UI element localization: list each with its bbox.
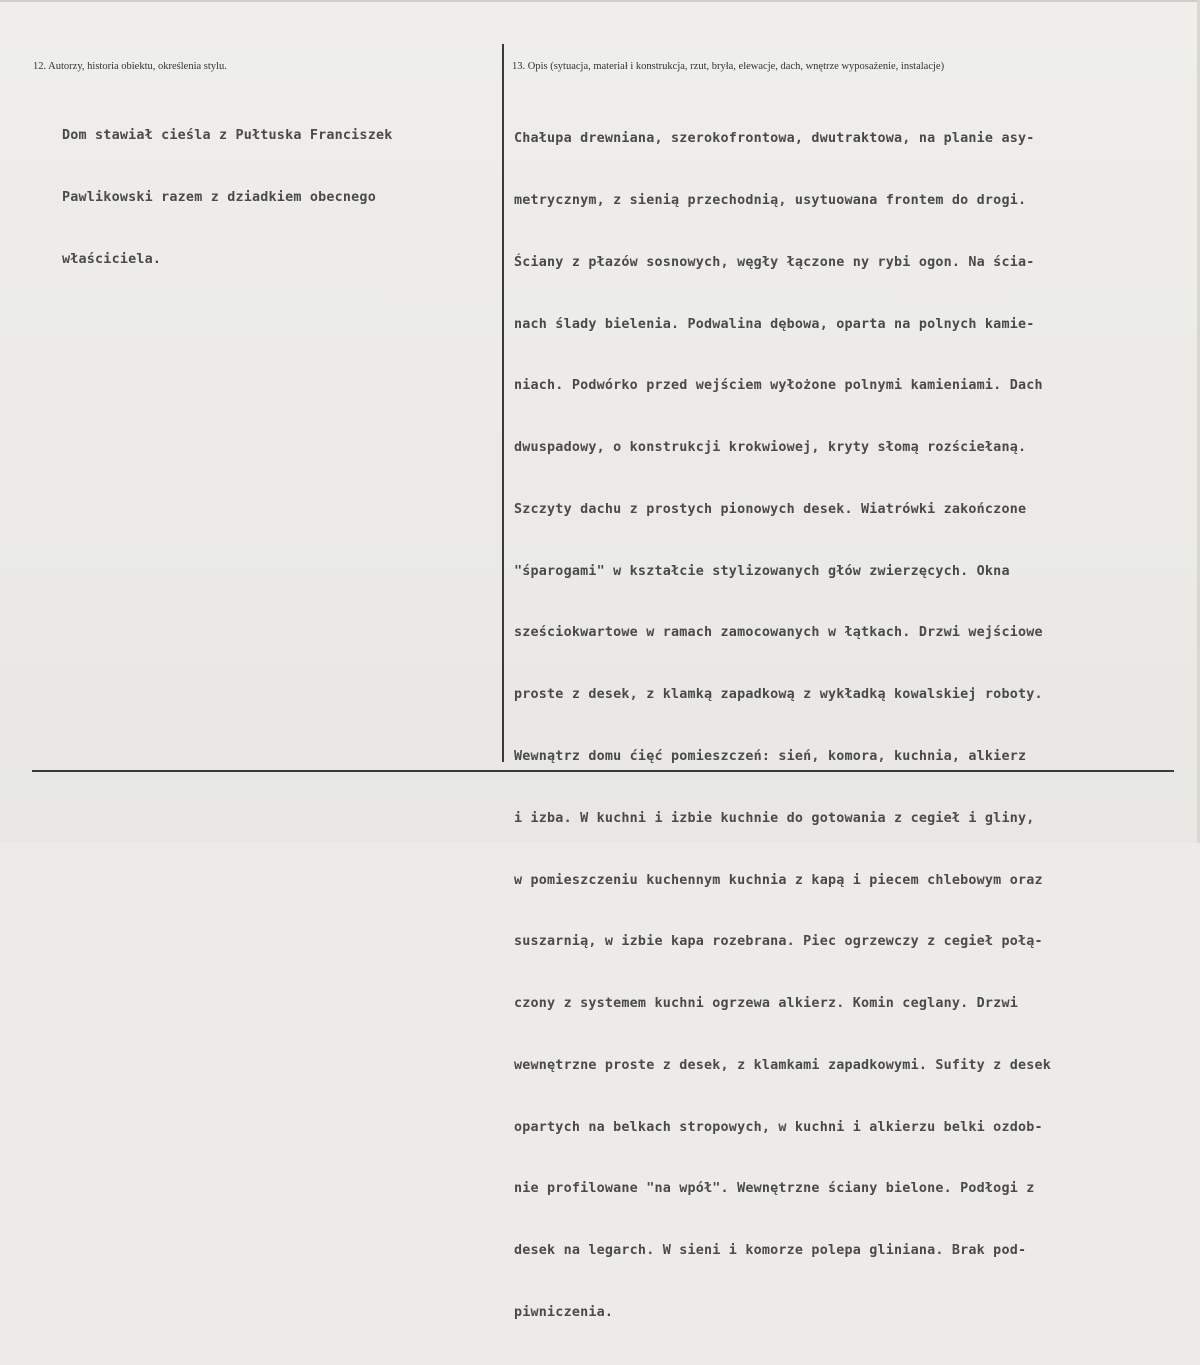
section-13-line: czony z systemem kuchni ogrzewa alkierz. Komin ceglany. Drzwi — [514, 996, 1018, 1012]
section-13-line: nie profilowane "na wpół". Wewnętrzne ściany bielone. Podłogi z — [514, 1181, 1035, 1197]
section-12-line: Dom stawiał cieśla z Pułtuska Franciszek — [62, 128, 393, 144]
section-13-line: Chałupa drewniana, szerokofrontowa, dwutraktowa, na planie asy- — [514, 131, 1035, 147]
column-divider — [502, 44, 504, 762]
section-13-line: w pomieszczeniu kuchennym kuchnia z kapą i piecem chlebowym oraz — [514, 872, 1043, 888]
section-12-heading: 12. Autorzy, historia obiektu, określenia stylu. — [33, 61, 227, 72]
section-13-line: dwuspadowy, o konstrukcji krokwiowej, kryty słomą rozściełaną. — [514, 440, 1027, 456]
section-13-line: i izba. W kuchni i izbie kuchnie do gotowania z cegieł i gliny, — [514, 810, 1035, 826]
section-13-line: niach. Podwórko przed wejściem wyłożone polnymi kamieniami. Dach — [514, 378, 1043, 394]
page-top-edge — [0, 0, 1200, 2]
section-13-line: metrycznym, z sienią przechodnią, usytuowana frontem do drogi. — [514, 192, 1027, 208]
section-13-heading: 13. Opis (sytuacja, materiał i konstrukcja, rzut, bryła, elewacje, dach, wnętrze wyposażenie, instalacje) — [512, 61, 945, 72]
section-13-line: Ściany z płazów sosnowych, węgły łączone ny rybi ogon. Na ścia- — [514, 254, 1035, 270]
section-13-line: nach ślady bielenia. Podwalina dębowa, oparta na polnych kamie- — [514, 316, 1035, 332]
section-13-body — [514, 88, 1051, 1365]
section-12-line: właściciela. — [62, 251, 162, 267]
section-13-line: Wewnątrz domu ćięć pomieszczeń: sień, komora, kuchnia, alkierz — [514, 749, 1027, 764]
section-13-line: piwniczenia. — [514, 1305, 614, 1321]
section-13-line: suszarnią, w izbie kapa rozebrana. Piec ogrzewczy z cegieł połą- — [514, 934, 1043, 950]
section-13-line: wewnętrzne proste z desek, z klamkami zapadkowymi. Sufity z desek — [514, 1057, 1052, 1073]
section-12-line: Pawlikowski razem z dziadkiem obecnego — [62, 189, 376, 205]
section-13-line: sześciokwartowe w ramach zamocowanych w łątkach. Drzwi wejściowe — [514, 625, 1043, 641]
section-13-line: opartych na belkach stropowych, w kuchni i alkierzu belki ozdob- — [514, 1119, 1043, 1135]
section-13-line: "śparogami" w kształcie stylizowanych głów zwierzęcych. Okna — [514, 563, 1010, 579]
section-13-line: proste z desek, z klamką zapadkową z wykładką kowalskiej roboty. — [514, 687, 1043, 703]
section-13-line: Szczyty dachu z prostych pionowych desek. Wiatrówki zakończone — [514, 501, 1027, 517]
section-12-body — [62, 85, 392, 312]
section-13-line: desek na legarch. W sieni i komorze polepa gliniana. Brak pod- — [514, 1243, 1027, 1259]
